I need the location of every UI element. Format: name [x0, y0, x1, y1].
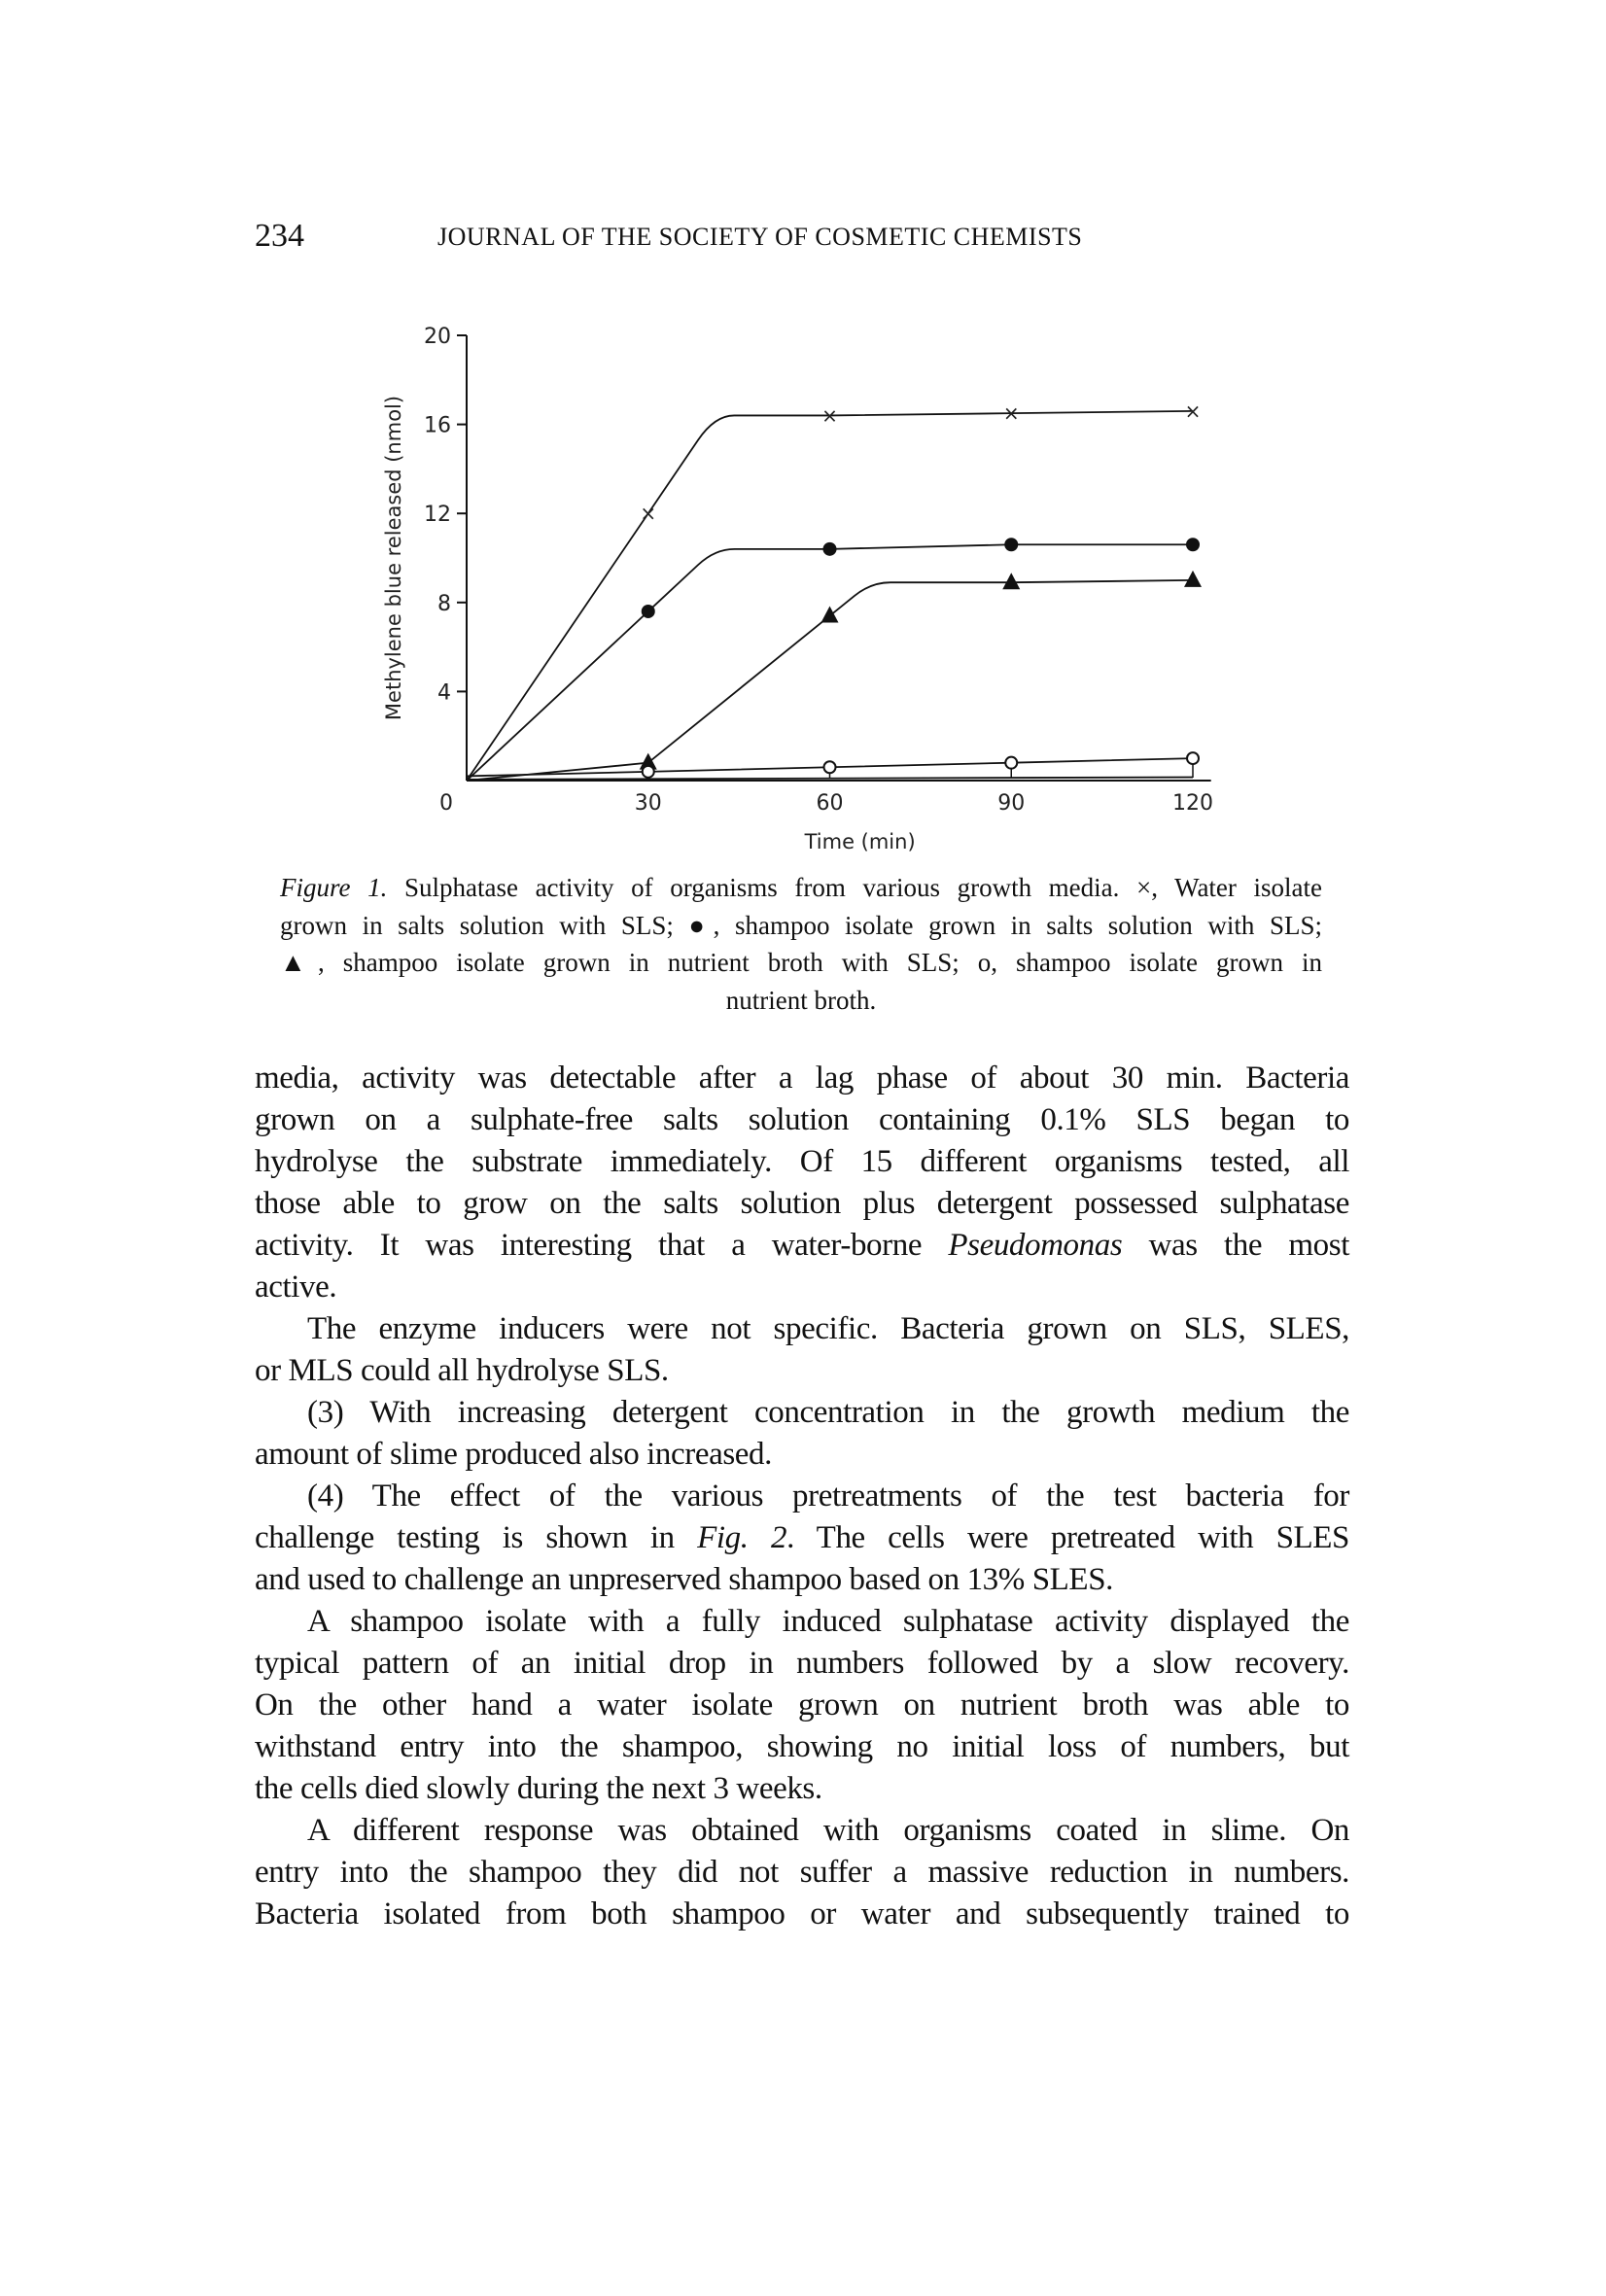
x-marker: × [640, 502, 657, 526]
caption-line [280, 982, 1322, 1020]
body-line [255, 1392, 1349, 1434]
body-line [255, 1894, 1349, 1935]
body-line [255, 1350, 1349, 1392]
filled-circle-marker [642, 605, 655, 618]
body-line [255, 1685, 1349, 1726]
text-run: grown in salts solution with SLS; ●, shampoo isolate grown in salts solution with SLS; [280, 910, 1322, 940]
body-line [255, 1267, 1349, 1308]
page-number: 234 [255, 218, 304, 254]
caption-line [280, 944, 1322, 982]
body-line [255, 1810, 1349, 1852]
figure-1-chart [0, 0, 1606, 875]
text-run: those able to grow on the salts solution plus detergent possessed sulphatase [255, 1186, 1349, 1221]
text-run: media, activity was detectable after a lag phase of about 30 min. Bacteria [255, 1061, 1349, 1096]
body-line [255, 1058, 1349, 1099]
text-run: entry into the shampoo they did not suffer a massive reduction in numbers. [255, 1855, 1349, 1890]
text-run: ▲, shampoo isolate grown in nutrient broth with SLS; o, shampoo isolate grown in [280, 948, 1322, 977]
figure-caption [280, 869, 1322, 1019]
x-tick-label: 120 [1172, 791, 1213, 816]
italic-text: Pseudomonas [948, 1228, 1123, 1263]
body-line [255, 1476, 1349, 1517]
body-line [255, 1852, 1349, 1894]
open-circle-marker [1005, 757, 1017, 769]
caption-line [280, 907, 1322, 945]
text-run: The enzyme inducers were not specific. Bacteria grown on SLS, SLES, [307, 1311, 1349, 1346]
x-tick-label: 60 [816, 791, 844, 816]
y-tick-label: 12 [424, 503, 451, 528]
text-run: or MLS could all hydrolyse SLS. [255, 1353, 669, 1388]
text-run: On the other hand a water isolate grown on nutrient broth was able to [255, 1687, 1349, 1722]
body-line [255, 1308, 1349, 1350]
body-line [255, 1099, 1349, 1141]
filled-circle-marker [1004, 538, 1018, 551]
text-run: amount of slime produced also increased. [255, 1437, 772, 1472]
text-run: grown on a sulphate-free salts solution containing 0.1% SLS began to [255, 1102, 1349, 1137]
text-run: A shampoo isolate with a fully induced sulphatase activity displayed the [307, 1604, 1349, 1639]
x-marker: × [1002, 401, 1020, 426]
text-run: the cells died slowly during the next 3 weeks. [255, 1771, 822, 1806]
text-run: was the most [1122, 1228, 1349, 1263]
body-line [255, 1183, 1349, 1225]
running-header: JOURNAL OF THE SOCIETY OF COSMETIC CHEMISTS [437, 223, 1083, 251]
filled-triangle-marker [1002, 573, 1020, 589]
text-run: (3) With increasing detergent concentration in the growth medium the [307, 1395, 1349, 1430]
text-run: . The cells were pretreated with SLES [786, 1520, 1349, 1555]
body-line [255, 1726, 1349, 1768]
baseline-line [467, 778, 1193, 780]
text-run: challenge testing is shown in [255, 1520, 698, 1555]
series-line [467, 411, 1193, 781]
body-line [255, 1643, 1349, 1685]
x-tick-label: 90 [997, 791, 1026, 816]
text-run: (4) The effect of the various pretreatments of the test bacteria for [307, 1478, 1349, 1513]
open-circle-marker [643, 766, 654, 778]
text-run: hydrolyse the substrate immediately. Of 15 different organisms tested, all [255, 1144, 1349, 1179]
text-run: Bacteria isolated from both shampoo or water and subsequently trained to [255, 1896, 1349, 1931]
body-line [255, 1434, 1349, 1476]
filled-circle-marker [1186, 538, 1200, 551]
y-tick-label: 16 [424, 413, 451, 438]
y-tick-label: 20 [424, 325, 451, 349]
body-text [255, 1058, 1349, 1935]
body-line [255, 1517, 1349, 1559]
text-run: Sulphatase activity of organisms from various growth media. ×, Water isolate [387, 873, 1322, 902]
body-line [255, 1601, 1349, 1643]
x-marker: × [821, 403, 838, 428]
body-line [255, 1559, 1349, 1601]
text-run: and used to challenge an unpreserved shampoo based on 13% SLES. [255, 1562, 1113, 1597]
text-run: withstand entry into the shampoo, showing no initial loss of numbers, but [255, 1729, 1349, 1764]
y-tick-label: 4 [437, 680, 451, 706]
open-circle-marker [1187, 752, 1199, 764]
body-line [255, 1768, 1349, 1810]
x-tick-label: 0 [439, 791, 453, 816]
text-run: typical pattern of an initial drop in numbers followed by a slow recovery. [255, 1646, 1349, 1681]
italic-text: Figure 1. [280, 873, 388, 902]
caption-line [280, 869, 1322, 907]
y-axis-label: Methylene blue released (nmol) [382, 395, 405, 721]
filled-circle-marker [823, 542, 837, 556]
filled-triangle-marker [1184, 571, 1202, 587]
text-run: nutrient broth. [725, 985, 877, 1015]
body-line [255, 1225, 1349, 1267]
x-marker: × [1184, 399, 1202, 423]
y-tick-label: 8 [437, 591, 451, 616]
text-run: activity. It was interesting that a water-borne [255, 1228, 949, 1263]
text-run: active. [255, 1270, 337, 1305]
filled-triangle-marker [821, 607, 839, 623]
x-tick-label: 30 [634, 791, 662, 816]
open-circle-marker [824, 761, 836, 773]
x-axis-label: Time (min) [804, 830, 916, 853]
series-line [467, 544, 1193, 781]
text-run: A different response was obtained with organisms coated in slime. On [307, 1813, 1349, 1848]
italic-text: Fig. 2 [697, 1520, 787, 1555]
body-line [255, 1141, 1349, 1183]
